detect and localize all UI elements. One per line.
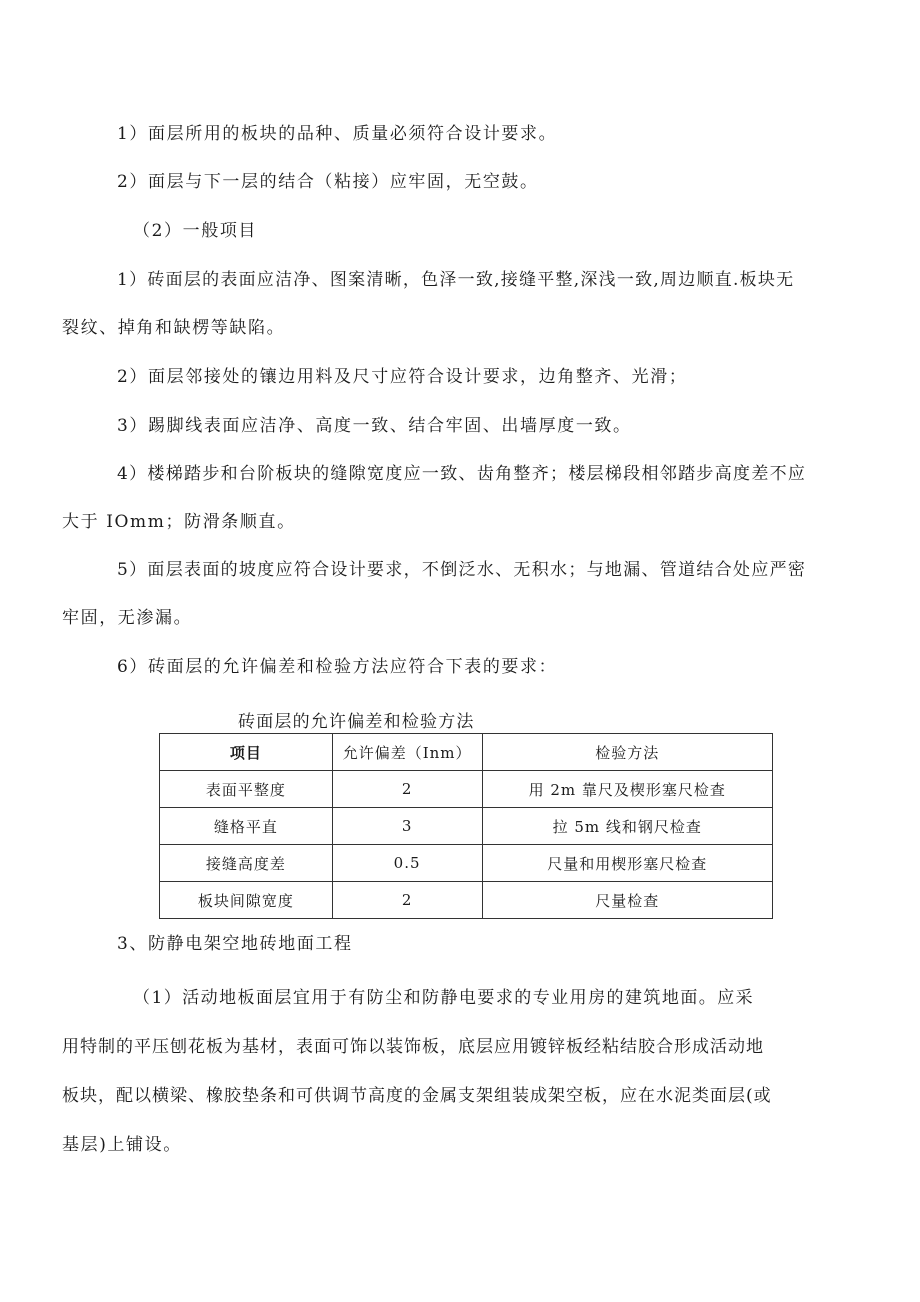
header-method: 检验方法 xyxy=(482,734,772,771)
paragraph-6-cont: 大于 IOmm；防滑条顺直。 xyxy=(62,512,296,532)
paragraph-4: 2）面层邻接处的镶边用料及尺寸应符合设计要求，边角整齐、光滑； xyxy=(117,367,688,387)
table-row xyxy=(160,771,773,808)
cell-method: 尺量检查 xyxy=(482,882,772,919)
cell-item: 缝格平直 xyxy=(160,808,333,845)
cell-tolerance: 3 xyxy=(332,808,482,845)
cell-method: 拉 5m 线和钢尺检查 xyxy=(482,808,772,845)
table-row xyxy=(160,808,773,845)
paragraph-9-cont-3: 基层)上铺设。 xyxy=(62,1135,182,1155)
paragraph-5: 3）踢脚线表面应洁净、高度一致、结合牢固、出墙厚度一致。 xyxy=(117,416,632,436)
cell-item: 板块间隙宽度 xyxy=(160,882,333,919)
table-header-row xyxy=(160,734,773,771)
section-heading-general: （2）一般项目 xyxy=(133,221,258,241)
table-row xyxy=(160,845,773,882)
paragraph-6: 4）楼梯踏步和台阶板块的缝隙宽度应一致、齿角整齐；楼层梯段相邻踏步高度差不应 xyxy=(117,464,807,484)
paragraph-7: 5）面层表面的坡度应符合设计要求，不倒泛水、无积水；与地漏、管道结合处应严密 xyxy=(117,560,807,580)
cell-tolerance: 2 xyxy=(332,882,482,919)
paragraph-9-cont-1: 用特制的平压刨花板为基材，表面可饰以装饰板，底层应用镀锌板经粘结胶合形成活动地 xyxy=(62,1037,764,1057)
paragraph-9-cont-2: 板块，配以横梁、橡胶垫条和可供调节高度的金属支架组装成架空板，应在水泥类面层(或 xyxy=(62,1086,772,1106)
table-row xyxy=(160,882,773,919)
cell-tolerance: 2 xyxy=(332,771,482,808)
cell-tolerance: 0.5 xyxy=(332,845,482,882)
section-heading-antistatic: 3、防静电架空地砖地面工程 xyxy=(117,934,353,954)
cell-item: 接缝高度差 xyxy=(160,845,333,882)
cell-method: 尺量和用楔形塞尺检查 xyxy=(482,845,772,882)
paragraph-3: 1）砖面层的表面应洁净、图案清晰，色泽一致,接缝平整,深浅一致,周边顺直.板块无 xyxy=(117,270,795,290)
tolerance-table xyxy=(159,733,773,919)
paragraph-8: 6）砖面层的允许偏差和检验方法应符合下表的要求： xyxy=(117,657,558,677)
table-caption: 砖面层的允许偏差和检验方法 xyxy=(238,712,475,732)
paragraph-2: 2）面层与下一层的结合（粘接）应牢固，无空鼓。 xyxy=(117,172,539,192)
paragraph-9: （1）活动地板面层宜用于有防尘和防静电要求的专业用房的建筑地面。应采 xyxy=(133,988,755,1008)
cell-method: 用 2m 靠尺及楔形塞尺检查 xyxy=(482,771,772,808)
paragraph-3-cont: 裂纹、掉角和缺楞等缺陷。 xyxy=(62,318,286,338)
header-item: 项目 xyxy=(160,734,333,771)
paragraph-1: 1）面层所用的板块的品种、质量必须符合设计要求。 xyxy=(117,124,558,144)
paragraph-7-cont: 牢固，无渗漏。 xyxy=(62,608,193,628)
header-tolerance: 允许偏差（Inm） xyxy=(332,734,482,771)
cell-item: 表面平整度 xyxy=(160,771,333,808)
